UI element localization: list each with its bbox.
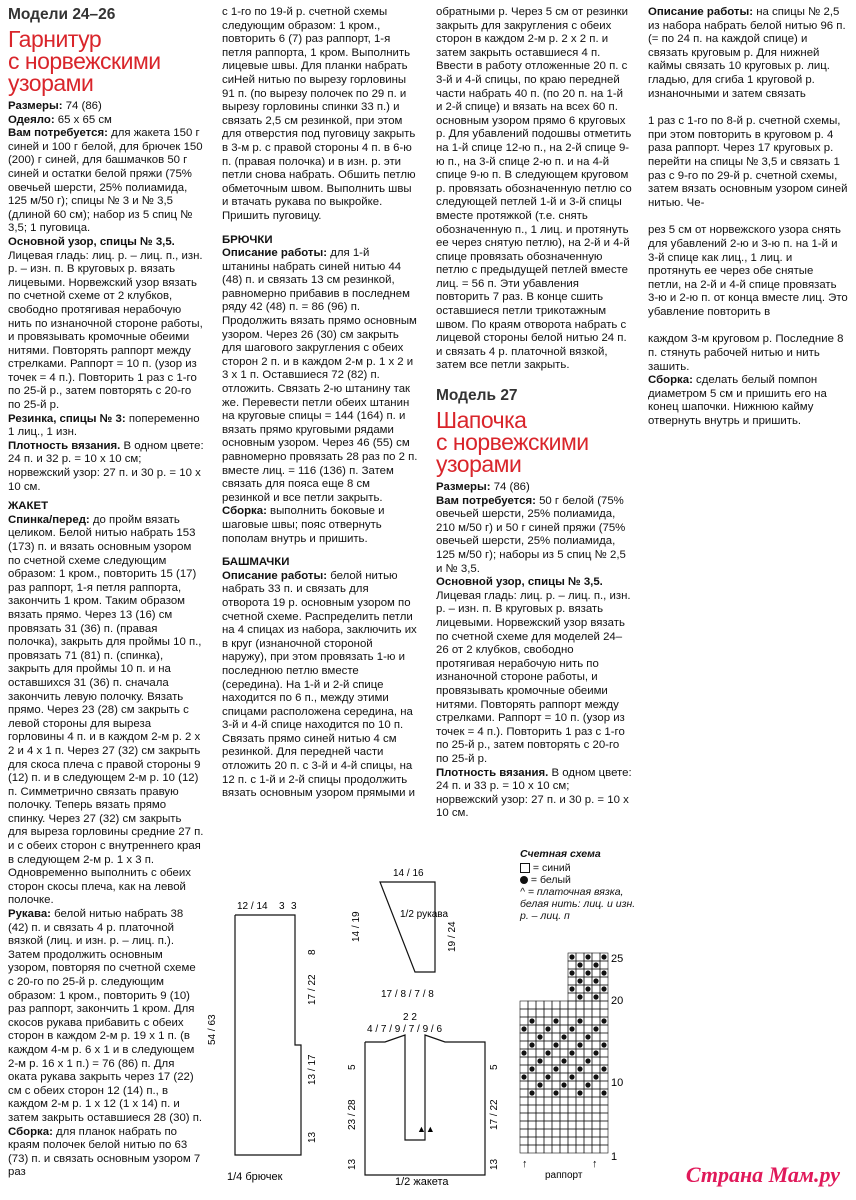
chart-row-1: 1 — [611, 1151, 618, 1163]
watermark: Страна Мам.ру — [685, 1162, 840, 1187]
hat-title: Шапочка с норвежскими узорами — [436, 407, 589, 478]
hat-sizes: Размеры: 74 (86) — [436, 481, 530, 494]
rapport-end-arrow: ↑ — [592, 1158, 598, 1170]
chart-rapport-label: раппорт — [545, 1170, 583, 1181]
jacket-carets: ▲▲ — [417, 1124, 435, 1134]
hat-density: Плотность вязания. В одном цвете: 24 п. и 33 р. = 10 х 10 см; норвежский узор: 27 п. и 30 р. = 10 х 10 см. — [436, 766, 632, 820]
hat-work-2: 1 раз с 1-го по 8-й р. счетной схемы, при этом повторить в круговом р. 4 раза раппорт. Через 17 круговых р. перейти на спицы № 3,5 и связать 1 раз с 9-го по 29-й р. счетной схемы, затем вязать основным узором синей нитью. Че- — [648, 115, 848, 209]
legend-garter: ^ = платочная вязка, белая нить: лиц. и изн. р. – лиц. п — [520, 886, 636, 922]
sleeve-dim-bottom: 17 / 8 / 7 / 8 — [381, 989, 434, 1000]
pants-dim-top2: 3 — [279, 901, 285, 912]
jacket-dim-top-center: 2 2 — [403, 1012, 417, 1023]
jacket-assembly-cont: с 1-го по 19-й р. счетной схемы следующим образом: 1 кром., повторить 6 (7) раз раппорт, 1-я петля раппорта, 1 кром. Выполнить лицевые швы. Для планки набрать сиНей нитью по вырезу горловины 91 п. (по вырезу полочек по 29 п. и вырезу горловины спинки 33 п.) и связать 2,5 см резинкой, при этом для отверстия под пуговицу закрыть в 3-м р. с правой стороны 4 п. в 6-ю п. (правая полочка) и в изн. р. эти петли снова набрать. Обшить петлю обметочным швом. Выполнить швы и втачать рукава по выкройке. Пришить пуговицу. — [222, 6, 416, 222]
hat-work: Описание работы: на спицы № 2,5 из набора набрать белой нитью 96 п. (= по 24 п. на каждой спице) и связать круговым р. Для нижней каймы связать 10 круговых р. лиц. гладью, для сгиба 1 круговой р. изнаночными и затем связать — [648, 6, 846, 100]
boots-work-cont: обратными р. Через 5 см от резинки закрыть для закругления с обеих сторон в каждом 2-м р. 2 х 2 п. и затем закрыть оставшиеся 4 п. Ввести в работу отложенные 20 п. с 3-й и 4-й спицы, по краю передней части набрать 40 п. (по 20 п. на 1-й и 2-й спице) и вязать на всех 60 п. основным узором прямо 6 круговых р. Для убавлений подошвы отметить на 1-й спице 12-ю п., на 2-й спице 9-ю п., на 3-й спице 2-ю п. и на 4-й спице 9-ю п. В следующем круговом р. провязать обозначенную петлю со следующей петлей 1-й и 3-й спицы вместе протяжкой (т.е. снять обозначенную п., 1 лиц. и протянуть ее через снятую петлю), на 2-й и 4-й спице провязать обозначенную петлю с предыдущей петлей вместе лиц. = 56 п. Эти убавления повторить 7 раз. В конце сшить оставшиеся петли трикотажным швом. По краям отворота набрать с лицевой стороны белой нитью 24 п. и связать 4 р. платочной вязкой, затем все петли закрыть. — [436, 6, 632, 372]
jacket-caption: 1/2 жакета — [395, 1176, 449, 1185]
pants-dim-right1: 8 — [307, 949, 318, 955]
counting-chart — [515, 948, 635, 1183]
column-3 — [436, 6, 632, 821]
pants-dim-right2: 17 / 22 — [307, 974, 318, 1005]
hat-pattern: Основной узор, спицы № 3,5. Лицевая гладь: лиц. р. – лиц. п., изн. р. – изн. п. В круговых р. вязать лицевыми. Норвежский узор вязать по счетной схеме для моделей 24–26 от 2 клубков, свободно протягивая нерабочую нить по изнаночной стороне работы, и провязывать кромочные обеими нитями. Повторять раппорт между стрелками. Раппорт = 10 п. (узор из точек = 4 п.). Повторить 1 раз с 1-го по 25-й р., затем повторять с 20-го по 25-й р. — [436, 576, 631, 765]
jacket-sleeves: Рукава: белой нитью набрать 38 (42) п. и связать 4 р. платочной вязкой (лиц. и изн. р. – лиц. п.). Затем продолжить основным узором, повторяя по счетной схеме с 20-го по 25-й р. следующим образом: 1 кром., повторить 9 (10) раз раппорт, закончить 1 кром. Для скосов рукава прибавить с обеих сторон в каждом 2-м р. 19 х 1 п. (в каждом 4-м р. 6 х 1 и в следующем 2-м р. 16 х 1 п.) = 76 (86) п. Для оката рукава закрыть через 17 (22) см с обеих сторон 12 (14) п., в каждом 2-м р. 1 х 12 (1 х 14) п. и затем закрыть оставшиеся 28 (30) п. — [8, 908, 203, 1124]
chart-grid — [520, 953, 608, 1170]
sizes: Размеры: 74 (86) — [8, 100, 102, 112]
jacket-dim-right3: 13 — [489, 1158, 500, 1170]
main-pattern: Основной узор, спицы № 3,5. Лицевая гладь: лиц. р. – лиц. п., изн. р. – изн. п. В круговых р. вязать лицевыми. Норвежский узор вязать по счетной схеме от 2 клубков, свободно протягивая нерабочую нить по изнаночной стороне работы, и провязывать кромочные обеими нитями. Повторять раппорт между стрелками. Раппорт = 10 п. (узор из точек = 4 п.). Повторить 1 раз с 1-го по 25-й р., затем повторять с 20-го по 25-й р. — [8, 235, 203, 412]
pants-heading: БРЮЧКИ — [222, 233, 273, 246]
column-4 — [648, 6, 848, 429]
jacket-dim-right1: 5 — [489, 1064, 500, 1070]
column-1 — [8, 6, 204, 1180]
pants-dim-right4: 13 — [307, 1131, 318, 1143]
legend-white: = белый — [520, 874, 640, 886]
sleeve-dim-top: 14 / 16 — [393, 868, 424, 879]
sleeve-dim-left: 14 / 19 — [351, 911, 362, 942]
jacket-dim-top: 4 / 7 / 9 / 7 / 9 / 6 — [367, 1024, 443, 1035]
jacket-dim-left2: 23 / 28 — [347, 1099, 358, 1130]
sleeve-pattern-diagram — [345, 862, 465, 1012]
jacket-dim-right2: 17 / 22 — [489, 1099, 500, 1130]
hat-work-3: рез 5 см от норвежского узора снять для убавлений 2-ю и 3-ю п. на 1-й и 3-й спице как лиц., 1 лиц. и протянуть ее через обе снятые петли, на 2-й и 4-й спице провязать 3-ю и 2-ю п. от конца вместе лиц. Это убавление повторить в — [648, 224, 848, 318]
boots-heading: БАШМАЧКИ — [222, 556, 290, 569]
pants-pattern-diagram — [205, 895, 335, 1185]
pants-work: Описание работы: для 1-й штанины набрать синей нитью 44 (48) п. и связать 13 см резинкой, равномерно прибавив в последнем ряду 42 (48) п. = 86 (96) п. Продолжить вязать прямо основным узором. Через 26 (30) см закрыть для шагового закругления с обеих сторон 2 п. и в каждом 2-м р. 1 х 2 и 3 х 1 п. Оставшиеся 72 (82) п. отложить. Связать 2-ю штанину так же. Перевести петли обеих штанин на круговые спицы = 144 (164) п. и вязать прямо круговыми рядами основным узором. Через 46 (55) см равномерно провязать 28 раз по 2 п. вместе лиц. = 116 (136) п. Затем связать для пояса еще 8 см резинкой и все петли закрыть. — [222, 247, 418, 504]
chart-row-10: 10 — [611, 1077, 624, 1089]
jacket-pattern-diagram — [345, 1010, 505, 1185]
rib-pattern: Резинка, спицы № 3: попеременно 1 лиц., 1 изн. — [8, 412, 200, 439]
pants-caption: 1/4 брючек — [227, 1171, 283, 1183]
chart-row-20: 20 — [611, 995, 624, 1007]
article-title: Гарнитур с норвежскими узорами — [8, 26, 161, 96]
chart-row-25: 25 — [611, 953, 624, 965]
materials: Вам потребуется: для жакета 150 г синей и 100 г белой, для брючек 150 (200) г синей, для башмачков 50 г синей и остатки белой пряжи (75% овечьей шерсти, 25% полиамида, 125 м/50 г); спицы № 3 и № 3,5 (длиной 60 см); набор из 5 спиц № 3,5; 1 пуговица. — [8, 127, 203, 235]
pants-dim-left: 54 / 63 — [207, 1014, 218, 1045]
hat-work-4: каждом 3-м круговом р. Последние 8 п. стянуть рабочей нитью и нить зашить. — [648, 333, 844, 373]
jacket-dim-left3: 13 — [347, 1158, 358, 1170]
jacket-back: Спинка/перед: до пройм вязать целиком. Белой нитью набрать 153 (173) п. и вязать основным узором по счетной схеме следующим образом: 1 кром., повторить 15 (17) раз раппорт, 1-я петля раппорта, закончить 1 кром. Таким образом вязать прямо. Через 13 (16) см провязать 31 (36) п. (правая полочка), закрыть для проймы 10 п., провязать 71 (81) п. (спинка), закрыть для проймы 10 п. и на оставшихся 31 (36) п. сначала закончить левую полочку. Вязать прямо. Через 23 (28) см закрыть с левой стороны для выреза горловины 4 п. и в каждом 2-м р. 2 х 2 и 4 х 1 п. Через 27 (32) см закрыть для скоса плеча с правой стороны 9 (12) п. и в следующем 2-м р. 10 (12) п. Симметрично связать правую полочку. Теперь вязать прямо спинку. Через 27 (32) см закрыть для выреза горловины средние 27 п. и с обеих сторон с внутреннего края в следующем 2-м р. 1 х 3 п. Одновременно выполнить с обеих сторон скосы плеча, как на левой полочке. — [8, 513, 204, 907]
chart-legend — [520, 848, 640, 922]
pants-dim-right3: 13 / 17 — [307, 1054, 318, 1085]
sleeve-caption: 1/2 рукава — [400, 909, 449, 920]
pants-dim-top: 12 / 14 — [237, 901, 268, 912]
chart-title: Счетная схема — [520, 848, 601, 860]
pants-assembly: Сборка: выполнить боковые и шаговые швы; пояс отвернуть пополам внутрь и пришить. — [222, 505, 385, 545]
models-header: Модели 24–26 — [8, 6, 116, 23]
hat-materials: Вам потребуется: 50 г белой (75% овечьей шерсти, 25% полиамида, 210 м/50 г) и 50 г синей пряжи (75% овечьей шерсти, 25% полиамида, 125 м/50 г); наборы из 5 спиц № 2,5 и № 3,5. — [436, 494, 626, 575]
boots-work: Описание работы: белой нитью набрать 33 п. и связать для отворота 19 р. основным узором по счетной схеме. Распределить петли на 4 спицах из набора, заключить их в круг (изнаночной стороной наружу), при этом провязать 1-ю и последнюю петлю вместе (середина). На 1-й и 2-й спице находится по 6 п., между этими спицами расположена середина, на 3-й и 4-й спице находится по 10 п. Связать прямо синей нитью 4 см резинкой. Для передней части отложить 20 п. с 3-й и 4-й спицы, на 12 п. с 1-й и 2-й спицы продолжить вязать основным узором прямыми и — [222, 569, 417, 800]
model-27-header: Модель 27 — [436, 387, 518, 405]
column-2 — [222, 6, 418, 801]
jacket-assembly: Сборка: для планок набрать по краям полочек белой нитью по 63 (73) п. и связать основным узором 7 раз — [8, 1125, 201, 1179]
legend-blue: = синий — [520, 862, 640, 874]
sleeve-dim-right: 19 / 24 — [447, 921, 458, 952]
blanket-size: Одеяло: 65 x 65 см — [8, 113, 112, 126]
hat-assembly: Сборка: сделать белый помпон диаметром 5 см и пришить его на конец шапочки. Нижнюю кайму отвернуть внутрь и пришить. — [648, 374, 827, 428]
jacket-heading: ЖАКЕТ — [8, 500, 49, 513]
pants-dim-top3: 3 — [291, 901, 297, 912]
rapport-start-arrow: ↑ — [522, 1158, 528, 1170]
jacket-dim-left1: 5 — [347, 1064, 358, 1070]
density: Плотность вязания. В одном цвете: 24 п. и 32 р. = 10 х 10 см; норвежский узор: 27 п. и 30 р. = 10 х 10 см. — [8, 439, 204, 493]
